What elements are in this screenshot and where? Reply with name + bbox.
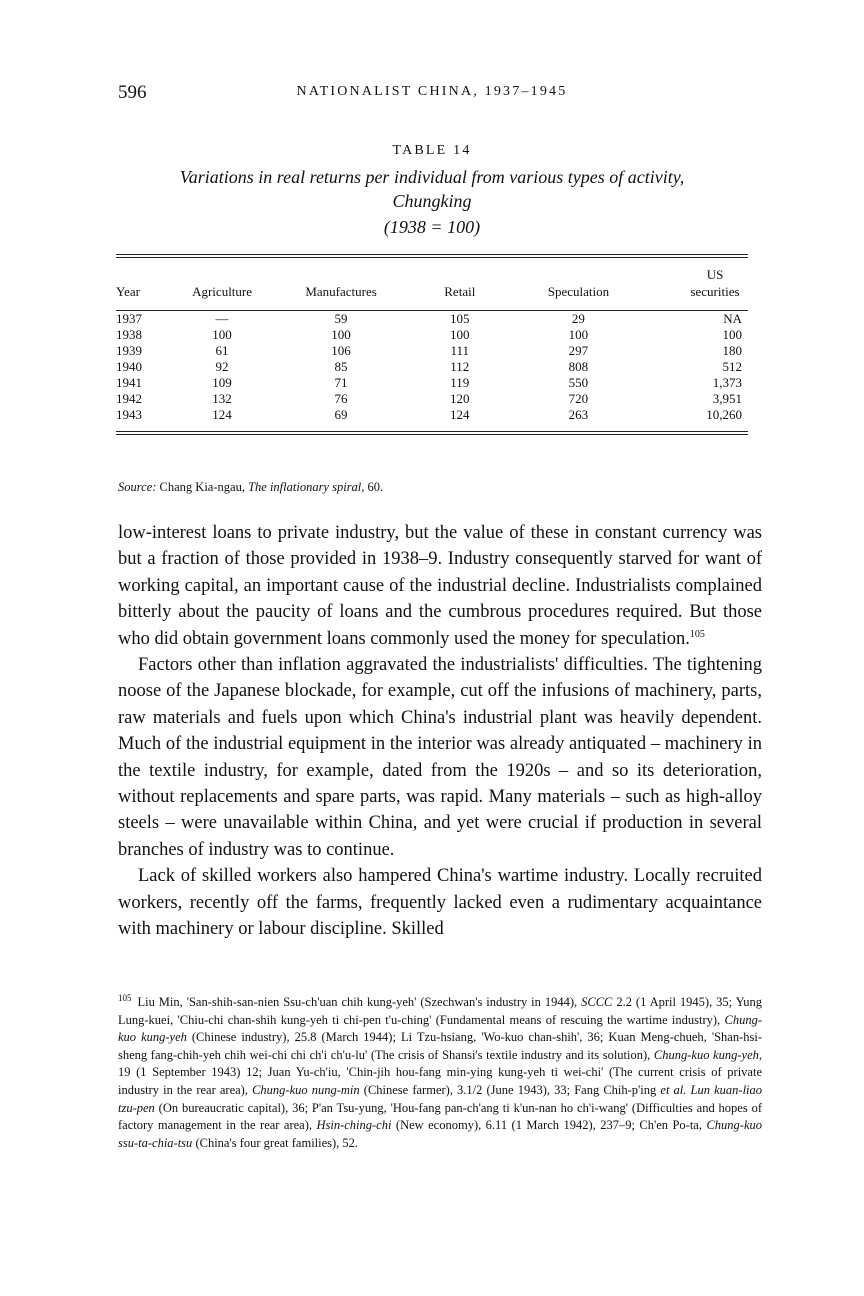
cell-us-securities: NA [723,311,742,326]
table-base-year: (1938 = 100) [383,217,481,237]
source-author: Chang Kia-ngau, [156,480,249,494]
paragraph-3: Lack of skilled workers also hampered China's wartime industry. Locally recruited workers, recently off the farms, frequently lacked even a rudimentary acquaintance with machinery or labour discipline. Skilled [118,866,762,940]
table-label: TABLE 14 [392,143,472,158]
source-work-title: The inflationary spiral [248,480,362,494]
table-bottom-rule [116,431,748,435]
paragraph-1-text: low-interest loans to private industry, but the value of these in constant currency was but a fraction of those provided in 1938–9. Industry consequently starved for want of working capital, an important cause of the industrial decline. Industrialists complained bitterly about the paucity of loans and the cumbrous procedures required. But those who did obtain government loans commonly used the money for speculation. [118,523,762,649]
footnote-citation-title: Hsin-ching-chi [316,1118,392,1133]
table-caption [110,141,754,239]
footnote-text: (Chinese industry), 25.8 (March 1944); Li Tzu-hsiang, 'Wo-kuo chan-shih', 36; Kuan Meng-chueh, 'Shan-hsi-sheng fang-chih-yeh chih wei-chi chi ch'i ch'u-lu' (The crisis of Shansi's textile industry and its solution), [118,1030,762,1062]
cell-year: 1942 [116,391,142,406]
cell-year: 1940 [116,359,142,374]
cell-retail: 105 [450,311,470,326]
cell-manufactures: 59 [334,311,348,326]
cell-agriculture: 92 [215,359,229,374]
cell-speculation: 808 [568,359,589,374]
table-title-line-1: Variations in real returns per individual from various types of activity, [179,167,685,187]
cell-us-securities: 1,373 [712,375,742,390]
footnote-citation-title: Chung-kuo nung-min [252,1082,360,1097]
cell-agriculture: 124 [212,407,232,422]
cell-manufactures: 69 [334,407,348,422]
body-text [118,520,762,943]
page-number: 596 [118,82,147,103]
cell-retail: 100 [450,327,470,342]
cell-us-securities: 512 [722,359,742,374]
table-row [116,343,748,359]
footnote-text: Liu Min, 'San-shih-san-nien Ssu-ch'uan chih kung-yeh' (Szechwan's industry in 1944), [137,995,582,1009]
footnote-text: (Chinese farmer), 3.1/2 (June 1943), 33; Fang Chih-p'ing [359,1082,661,1097]
cell-retail: 112 [450,359,470,374]
footnote-text: , 19 (1 September 1943) 12; Juan Yu-ch'iu, 'Chin-jih hou-fang min-ying kung-yeh ti wei-chi' (The current crisis of private industry in the rear area), [118,1047,762,1097]
running-title: NATIONALIST CHINA, 1937–1945 [296,84,568,99]
cell-year: 1938 [116,327,142,342]
cell-retail: 111 [450,343,470,358]
column-header-us-securities-text: US securities [690,267,740,299]
column-header-speculation: Speculation [547,284,610,299]
running-head [118,82,746,106]
footnote-text: (China's four great families), 52. [192,1135,359,1150]
footnote-text: 2.2 (1 April 1945), 35; Yung Lung-kuei, 'Chiu-chi chan-shih kung-yeh ti chi-pen t'u-ching' (Fundamental means of rescuing the wartime industry), [118,995,763,1027]
footnote-citation-title: et al. [660,1082,687,1097]
cell-speculation: 29 [571,311,585,326]
column-header-manufactures: Manufactures [305,284,377,299]
cell-manufactures: 71 [334,375,348,390]
cell-speculation: 550 [568,375,589,390]
table-row [116,311,748,327]
footnote-text: (On bureaucratic capital), 36; P'an Tsu-yung, 'Hou-fang pan-ch'ang ti k'un-nan ho ch'i-wang' (Difficulties and hopes of factory management in the rear area), [118,1100,762,1133]
cell-agriculture: 109 [212,375,232,390]
table-row [116,359,748,375]
table-title-line-2: Chungking [392,191,472,211]
cell-speculation: 720 [568,391,589,406]
table-source-note [118,480,750,495]
cell-retail: 119 [450,375,470,390]
cell-agriculture: 61 [215,343,229,358]
footnote-105 [118,994,762,1152]
cell-us-securities: 180 [722,343,742,358]
data-table [116,258,748,431]
table-row [116,327,748,343]
footnote-citation-title: Chung-kuo kung-yeh [653,1047,759,1062]
column-header-year: Year [116,284,140,299]
table-header-row [116,258,748,310]
footnote-text: (New economy), 6.11 (1 March 1942), 237–9; Ch'en Po-ta, [391,1118,707,1133]
cell-speculation: 297 [568,343,589,358]
paragraph-2: Factors other than inflation aggravated the industrialists' difficulties. The tightening noose of the Japanese blockade, for example, cut off the infusions of machinery, parts, raw materials and fuels upon which China's industrial plant was heavily dependent. Much of the industrial equipment in the interior was already antiquated – machinery in the textile industry, for example, dated from the 1920s – and so its deterioration, without replacements and spare parts, was rapid. Many materials – such as high-alloy steels – were unavailable within China, and yet were crucial if production in several branches of industry was to continue. [118,655,762,860]
cell-retail: 124 [450,407,470,422]
cell-agriculture: 100 [212,327,232,342]
footnote-ref-105[interactable]: 105 [689,628,705,640]
footnote-citation-title: Chung-kuo ssu-ta-chia-tsu [118,1118,762,1150]
cell-manufactures: 100 [331,327,351,342]
column-header-us-securities [643,258,748,310]
cell-us-securities: 3,951 [712,391,742,406]
footnote-citation-title: Lun kuan-liao tzu-pen [118,1082,763,1115]
table-row [116,375,748,391]
footnote-number: 105 [118,992,132,1003]
cell-retail: 120 [450,391,470,406]
table-title [110,165,754,213]
table-row [116,391,748,407]
cell-manufactures: 85 [334,359,348,374]
cell-manufactures: 76 [334,391,348,406]
cell-us-securities: 10,260 [706,407,742,422]
footnote-citation-title: Chung-kuo kung-yeh [118,1012,762,1045]
paragraph-1 [118,520,762,652]
column-header-agriculture: Agriculture [192,284,253,299]
table-row [116,407,748,431]
cell-agriculture: 132 [212,391,232,406]
cell-manufactures: 106 [331,343,351,358]
cell-agriculture: — [215,311,229,326]
cell-us-securities: 100 [722,327,742,342]
cell-speculation: 263 [568,407,589,422]
footnote-citation-title: SCCC [581,995,613,1009]
source-label: Source: [118,480,157,494]
cell-year: 1937 [116,311,142,326]
cell-year: 1939 [116,343,142,358]
cell-speculation: 100 [568,327,589,342]
data-table-block [116,254,748,435]
cell-year: 1943 [116,407,142,422]
column-header-retail: Retail [444,284,476,299]
source-page: , 60. [361,480,384,494]
cell-year: 1941 [116,375,142,390]
